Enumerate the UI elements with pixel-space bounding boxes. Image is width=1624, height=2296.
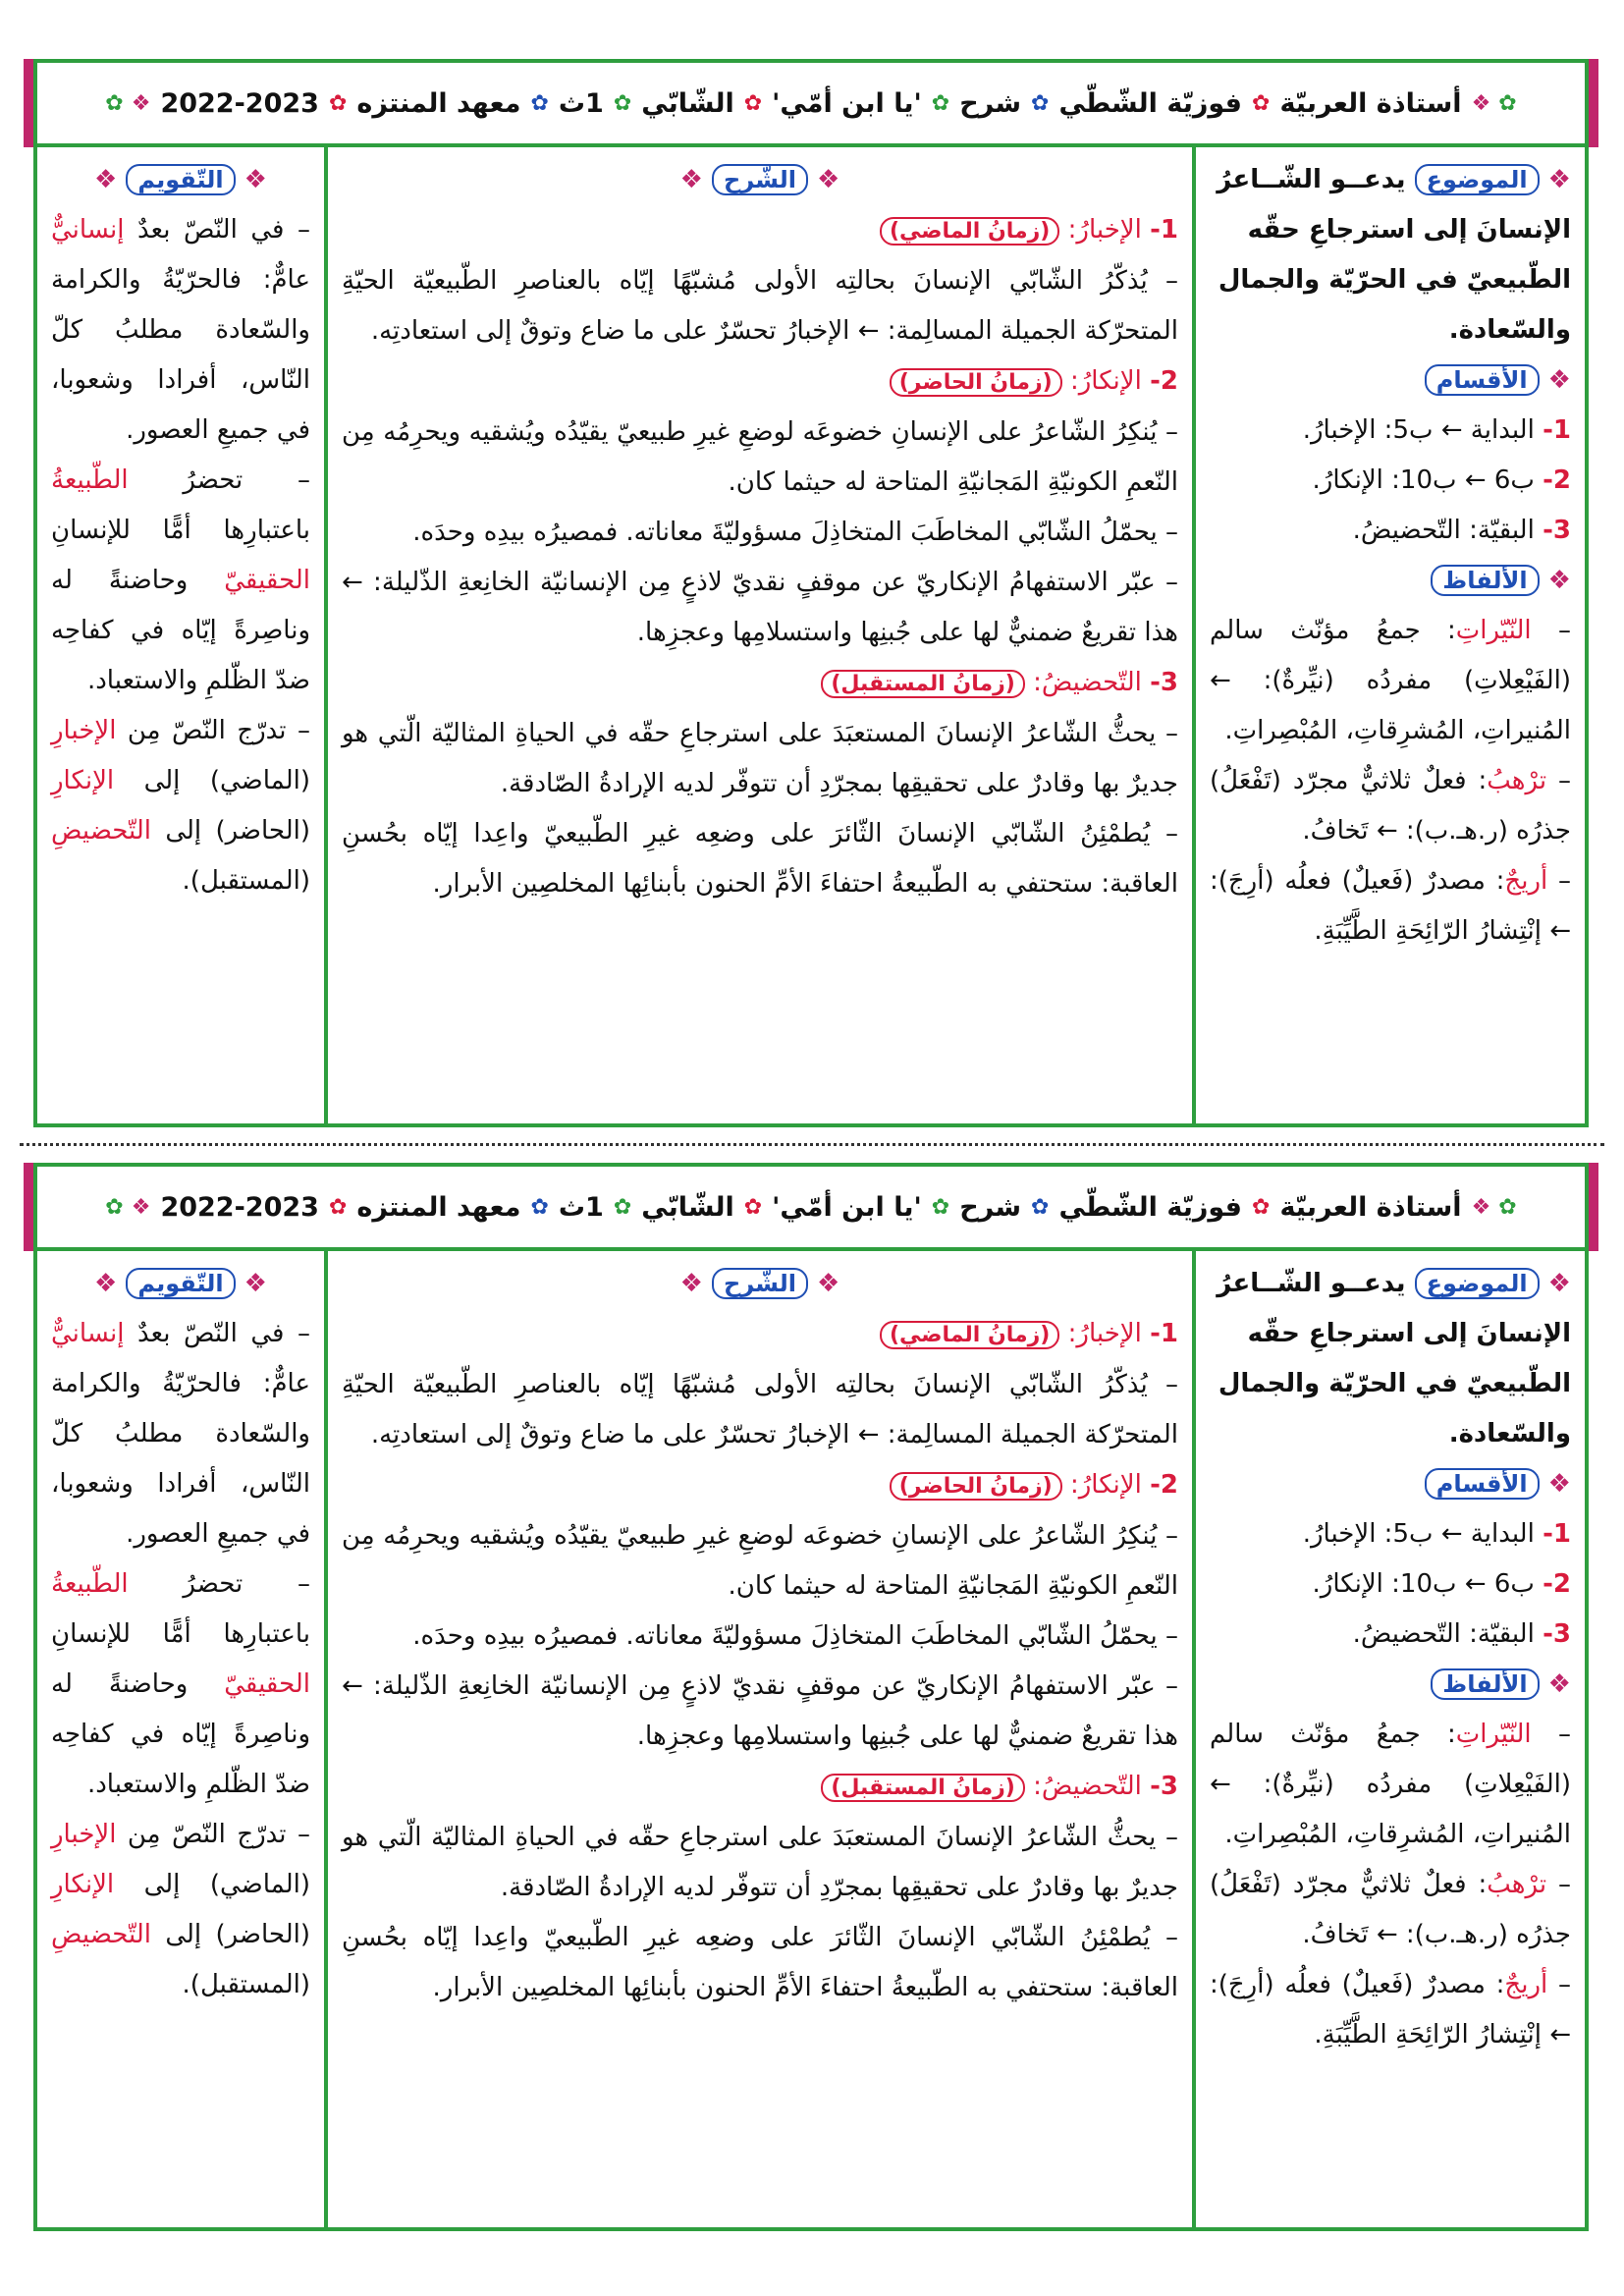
section-number: 2- <box>1150 366 1178 396</box>
part-text: البداية ← ب5: الإخبارُ. <box>1302 1519 1535 1549</box>
school-name: معهد المنتزه <box>356 1191 521 1223</box>
lesson-type: شرح <box>959 87 1021 119</box>
explanation-heading-row <box>342 1259 1178 1309</box>
flower-icon: ✿ <box>105 90 124 116</box>
explanation-heading: الشّرح <box>712 164 808 195</box>
part-number: 2- <box>1543 1569 1571 1599</box>
diamond-icon: ❖ <box>679 165 713 194</box>
section-heading <box>342 1762 1178 1813</box>
flower-icon: ✿ <box>1031 90 1050 116</box>
column-topic <box>1192 1251 1585 2231</box>
section-number: 3- <box>1150 1772 1178 1801</box>
part-item <box>1210 1559 1571 1610</box>
evaluation-paragraph: – في النّصّ بعدٌ إنسانيٌّ عامٌّ: فالحرّيّةُ والكرامة والسّعادة مطلبُ كلّ النّاس، أفرادا وشعوبا، في جميعِ العصور. <box>51 215 311 445</box>
paragraph-text: يُنكِرُ الشّاعرُ على الإنسانِ خضوعَه لوضعِ غيرِ طبيعيّ يقيّدُه ويُشقيه ويحرِمُه مِن النّعمِ الكونيّةِ المَجانيّةِ المتاحة له حيثما كان. <box>342 1521 1178 1601</box>
word-definition: : جمعُ مؤنّث سالم (الفَيْعِلاتِ) مفردُه (نيِّرةٌ): ← المُنيراتِ، المُشرِقاتِ، المُبْصِراتِ. <box>1210 616 1571 745</box>
word-item: – النّيّراتِ: جمعُ مؤنّث سالم (الفَيْعِلاتِ) مفردُه (نيِّرةٌ): ← المُنيراتِ، المُشرِقاتِ، المُبْصِراتِ. <box>1210 616 1571 745</box>
flower-icon: ✿ <box>613 1194 632 1220</box>
section-label: التّحضيضُ: <box>1033 668 1142 697</box>
level: 1ث <box>558 1191 604 1223</box>
teacher-name: فوزيّة الشّطّي <box>1058 87 1242 119</box>
evaluation-paragraph: – تدرّج النّصّ مِن الإخبارِ (الماضي) إلى الإنكارِ (الحاضر) إلى التّحضيضِ (المستقبل). <box>51 716 310 896</box>
explanation-paragraph: – يُذكّرُ الشّابّي الإنسانَ بحالتِه الأولى مُشبّهًا إيّاه بالعناصرِ الطّبيعيّة الحيّةِ المتحرّكة الجميلة المسالِمة: ← الإخبارُ تحسّرٌ على ما ضاع وتوقٌ إلى استعادتِه. <box>342 266 1179 346</box>
word-item: – أريجٌ: مصدرٌ (فَعيلٌ) فعلُه (أرِجَ): ← إنْتِشارُ الرّائِحَةِ الطَّيِّبَةِ. <box>1210 866 1571 946</box>
diamond-icon: ❖ <box>131 1194 151 1220</box>
poet-name: الشّابّي <box>641 1191 734 1223</box>
evaluation-heading: التّقويم <box>126 164 235 195</box>
columns <box>37 147 1585 1127</box>
paragraph-text: عبّر الاستفهامُ الإنكاريّ عن موقفٍ نقديّ لاذعٍ مِن الإنسانيّة الخانِعةِ الذّليلة: ← هذا تقريعٌ ضمنيٌّ لها على جُبنِها واستسلامِها وعجزِها. <box>342 568 1178 647</box>
evaluation-paragraph: – تحضرُ الطّبيعةُ باعتبارِها أمًّا للإنسانِ الحقيقيّ وحاضنةً له وناصِرةً إيّاه في كفاحِه ضدّ الظّلمِ والاستعباد. <box>51 465 310 695</box>
text-title: 'يا ابن أمّي' <box>772 1191 922 1223</box>
part-text: ب6 ← ب10: الإنكارُ. <box>1312 465 1535 495</box>
diamond-icon: ❖ <box>1539 1269 1571 1298</box>
evaluation-text: (الحاضر) إلى <box>151 816 310 846</box>
word-term: أريجٌ <box>1504 1970 1548 1999</box>
diamond-icon: ❖ <box>1539 365 1571 395</box>
evaluation-text: الإخبارِ <box>51 716 117 745</box>
word-term: أريجٌ <box>1504 866 1548 896</box>
lesson-type: شرح <box>959 1191 1021 1223</box>
topic-heading-row <box>1210 155 1571 355</box>
diamond-icon: ❖ <box>1539 566 1571 595</box>
evaluation-list <box>51 1309 310 2010</box>
evaluation-text: وحاضنةً له وناصِرةً إيّاه في كفاحِه ضدّ الظّلمِ والاستعباد. <box>51 1669 310 1799</box>
explanation-paragraph: – يُطمْئِنُ الشّابّي الإنسانَ الثّائرَ على وضعِه غيرِ الطّبيعيّ واعِدا إيّاه بحُسنِ العاقبة: ستحتفي به الطّبيعةُ احتفاءَ الأمِّ الحنون بأبنائِها المخلصِين الأبرار. <box>342 819 1178 899</box>
column-evaluation <box>37 1251 324 2231</box>
word-term: النّيّراتِ <box>1455 1720 1532 1749</box>
topic-text: يدعــو الشّــاعرُ الإنسانَ إلى استرجاعِ حقّه الطّبيعيّ في الحرّيّة والجمال والسّعادة. <box>1217 1269 1571 1449</box>
part-item <box>1210 406 1571 456</box>
school-name: معهد المنتزه <box>356 87 521 119</box>
flower-icon: ✿ <box>743 1194 763 1220</box>
evaluation-text: إنسانيٌّ <box>51 1319 125 1348</box>
diamond-icon: ❖ <box>1471 90 1491 116</box>
section-tense: (زمانُ الحاضر) <box>890 1472 1062 1501</box>
section-label: الإخبارُ: <box>1067 1319 1142 1348</box>
word-term: ترْهبُ <box>1487 766 1547 795</box>
words-heading-row <box>1210 556 1571 606</box>
paragraph-text: يحثُّ الشّاعرُ الإنسانَ المستعبَدَ على استرجاعِ حقّه في الحياةِ المثاليّة الّتي هو جديرٌ بها وقادرٌ على تحقيقِها بمجرّدِ أن تتوفّر لديه الإرادةُ الصّادقة. <box>342 719 1178 798</box>
level: 1ث <box>558 87 604 119</box>
section-label: الإخبارُ: <box>1067 215 1142 245</box>
evaluation-text: الطّبيعةُ <box>51 465 129 495</box>
section-label: التّحضيضُ: <box>1033 1772 1142 1801</box>
sheet-bottom <box>33 1163 1589 2231</box>
parts-list <box>1210 1509 1571 1660</box>
explanation-paragraph: – يحمّلُ الشّابّي المخاطَبَ المتخاذِلَ مسؤوليّةَ معاناته. فمصيرُه بيدِه وحدَه. <box>412 518 1178 547</box>
flower-icon: ✿ <box>530 90 549 116</box>
words-list <box>1210 1710 1571 2060</box>
evaluation-heading: التّقويم <box>126 1268 235 1299</box>
word-term: النّيّراتِ <box>1455 616 1532 645</box>
section-number: 2- <box>1150 1470 1178 1500</box>
parts-heading: الأقسام <box>1425 1468 1540 1500</box>
flower-icon: ✿ <box>328 1194 348 1220</box>
section-heading <box>342 1309 1178 1360</box>
evaluation-text: باعتبارِها أمًّا للإنسانِ <box>51 1619 310 1649</box>
parts-heading-row <box>1210 355 1571 406</box>
column-explanation <box>324 147 1192 1127</box>
diamond-icon: ❖ <box>1471 1194 1491 1220</box>
evaluation-text: تدرّج النّصّ مِن <box>116 716 287 745</box>
topic-heading-row <box>1210 1259 1571 1459</box>
flower-icon: ✿ <box>1252 90 1271 116</box>
evaluation-heading-row <box>51 1259 310 1309</box>
evaluation-text: (المستقبل). <box>182 1970 310 1999</box>
word-definition: : فعلٌ ثلاثيٌّ مجرّد (تَفْعَلُ) جذرُه (ر.هـ.ب): ← تَخافُ. <box>1210 766 1571 846</box>
columns <box>37 1251 1585 2231</box>
diamond-icon: ❖ <box>235 165 267 194</box>
poet-name: الشّابّي <box>641 87 734 119</box>
diamond-icon: ❖ <box>94 165 127 194</box>
section-heading <box>342 658 1178 709</box>
part-item <box>1210 506 1571 556</box>
parts-list <box>1210 406 1571 556</box>
diamond-icon: ❖ <box>131 90 151 116</box>
evaluation-text: في النّصّ بعدٌ <box>124 215 285 245</box>
flower-icon: ✿ <box>328 90 348 116</box>
section-number: 3- <box>1150 668 1178 697</box>
sheet-header <box>37 63 1585 147</box>
evaluation-text: الإنكارِ <box>51 766 115 795</box>
explanation-paragraph: – عبّر الاستفهامُ الإنكاريّ عن موقفٍ نقديّ لاذعٍ مِن الإنسانيّة الخانِعةِ الذّليلة: ← هذا تقريعٌ ضمنيٌّ لها على جُبنِها واستسلامِها وعجزِها. <box>342 568 1179 647</box>
column-explanation <box>324 1251 1192 2231</box>
teacher-name: فوزيّة الشّطّي <box>1058 1191 1242 1223</box>
evaluation-text: تحضرُ <box>128 1569 244 1599</box>
part-item <box>1210 456 1571 506</box>
flower-icon: ✿ <box>743 90 763 116</box>
section-label: الإنكارُ: <box>1069 366 1142 396</box>
part-text: البقيّة: التّحضيضُ. <box>1352 1619 1535 1649</box>
parts-heading-row <box>1210 1459 1571 1509</box>
sheet-header <box>37 1167 1585 1251</box>
column-evaluation <box>37 147 324 1127</box>
explanation-paragraph: – يُطمْئِنُ الشّابّي الإنسانَ الثّائرَ على وضعِه غيرِ الطّبيعيّ واعِدا إيّاه بحُسنِ العاقبة: ستحتفي به الطّبيعةُ احتفاءَ الأمِّ الحنون بأبنائِها المخلصِين الأبرار. <box>342 1923 1178 2002</box>
explanation-paragraph: – عبّر الاستفهامُ الإنكاريّ عن موقفٍ نقديّ لاذعٍ مِن الإنسانيّة الخانِعةِ الذّليلة: ← هذا تقريعٌ ضمنيٌّ لها على جُبنِها واستسلامِها وعجزِها. <box>342 1671 1179 1751</box>
part-number: 3- <box>1543 516 1571 545</box>
words-list <box>1210 606 1571 957</box>
part-number: 1- <box>1543 415 1571 445</box>
explanation-paragraph: – يحثُّ الشّاعرُ الإنسانَ المستعبَدَ على استرجاعِ حقّه في الحياةِ المثاليّة الّتي هو جديرٌ بها وقادرٌ على تحقيقِها بمجرّدِ أن تتوفّر لديه الإرادةُ الصّادقة. <box>342 1823 1178 1902</box>
diamond-icon: ❖ <box>807 1269 840 1298</box>
paragraph-text: يُطمْئِنُ الشّابّي الإنسانَ الثّائرَ على وضعِه غيرِ الطّبيعيّ واعِدا إيّاه بحُسنِ العاقبة: ستحتفي به الطّبيعةُ احتفاءَ الأمِّ الحنون بأبنائِها المخلصِين الأبرار. <box>342 819 1178 899</box>
paragraph-text: يُنكِرُ الشّاعرُ على الإنسانِ خضوعَه لوضعِ غيرِ طبيعيّ يقيّدُه ويُشقيه ويحرِمُه مِن النّعمِ الكونيّةِ المَجانيّةِ المتاحة له حيثما كان. <box>342 417 1178 497</box>
evaluation-text: عامٌّ: فالحرّيّةُ والكرامة والسّعادة مطلبُ كلّ النّاس، أفرادا وشعوبا، في جميعِ العصور. <box>51 265 310 445</box>
evaluation-paragraph: – في النّصّ بعدٌ إنسانيٌّ عامٌّ: فالحرّيّةُ والكرامة والسّعادة مطلبُ كلّ النّاس، أفرادا وشعوبا، في جميعِ العصور. <box>51 1319 311 1549</box>
word-item: – أريجٌ: مصدرٌ (فَعيلٌ) فعلُه (أرِجَ): ← إنْتِشارُ الرّائِحَةِ الطَّيِّبَةِ. <box>1210 1970 1571 2050</box>
part-text: ب6 ← ب10: الإنكارُ. <box>1312 1569 1535 1599</box>
topic-heading: الموضوع <box>1415 1268 1540 1299</box>
flower-icon: ✿ <box>613 90 632 116</box>
evaluation-text: تحضرُ <box>128 465 244 495</box>
teacher-label: أستاذة العربيّة <box>1279 1191 1462 1223</box>
paragraph-text: عبّر الاستفهامُ الإنكاريّ عن موقفٍ نقديّ لاذعٍ مِن الإنسانيّة الخانِعةِ الذّليلة: ← هذا تقريعٌ ضمنيٌّ لها على جُبنِها واستسلامِها وعجزِها. <box>342 1671 1178 1751</box>
explanation-paragraph: – يُذكّرُ الشّابّي الإنسانَ بحالتِه الأولى مُشبّهًا إيّاه بالعناصرِ الطّبيعيّة الحيّةِ المتحرّكة الجميلة المسالِمة: ← الإخبارُ تحسّرٌ على ما ضاع وتوقٌ إلى استعادتِه. <box>342 1370 1179 1449</box>
section-tense: (زمانُ المستقبل) <box>821 670 1024 698</box>
section-tense: (زمانُ المستقبل) <box>821 1774 1024 1802</box>
flower-icon: ✿ <box>1498 90 1517 116</box>
section-number: 1- <box>1150 1319 1178 1348</box>
paragraph-text: يحثُّ الشّاعرُ الإنسانَ المستعبَدَ على استرجاعِ حقّه في الحياةِ المثاليّة الّتي هو جديرٌ بها وقادرٌ على تحقيقِها بمجرّدِ أن تتوفّر لديه الإرادةُ الصّادقة. <box>342 1823 1178 1902</box>
section-heading <box>342 356 1178 408</box>
paragraph-text: يُطمْئِنُ الشّابّي الإنسانَ الثّائرَ على وضعِه غيرِ الطّبيعيّ واعِدا إيّاه بحُسنِ العاقبة: ستحتفي به الطّبيعةُ احتفاءَ الأمِّ الحنون بأبنائِها المخلصِين الأبرار. <box>342 1923 1178 2002</box>
evaluation-text: التّحضيضِ <box>51 816 152 846</box>
evaluation-text: الطّبيعةُ <box>51 1569 129 1599</box>
word-term: ترْهبُ <box>1487 1870 1547 1899</box>
explanation-paragraph: – يحثُّ الشّاعرُ الإنسانَ المستعبَدَ على استرجاعِ حقّه في الحياةِ المثاليّة الّتي هو جديرٌ بها وقادرٌ على تحقيقِها بمجرّدِ أن تتوفّر لديه الإرادةُ الصّادقة. <box>342 719 1178 798</box>
explanation-heading-row <box>342 155 1178 205</box>
section-tense: (زمانُ الماضي) <box>880 1321 1059 1349</box>
words-heading: الألفاظ <box>1431 1668 1539 1700</box>
words-heading: الألفاظ <box>1431 565 1539 596</box>
evaluation-text: الحقيقيّ <box>224 1669 310 1699</box>
column-topic <box>1192 147 1585 1127</box>
evaluation-text: تدرّج النّصّ مِن <box>116 1820 287 1849</box>
diamond-icon: ❖ <box>235 1269 267 1298</box>
school-year: 2022-2023 <box>160 1191 319 1223</box>
diamond-icon: ❖ <box>807 165 840 194</box>
flower-icon: ✿ <box>105 1194 124 1220</box>
evaluation-text: الإنكارِ <box>51 1870 115 1899</box>
evaluation-text: الحقيقيّ <box>224 566 310 595</box>
topic-heading: الموضوع <box>1415 164 1540 195</box>
part-item <box>1210 1610 1571 1660</box>
diamond-icon: ❖ <box>94 1269 127 1298</box>
paragraph-text: يحمّلُ الشّابّي المخاطَبَ المتخاذِلَ مسؤوليّةَ معاناته. فمصيرُه بيدِه وحدَه. <box>412 518 1158 547</box>
evaluation-text: باعتبارِها أمًّا للإنسانِ <box>51 516 310 545</box>
word-definition: : جمعُ مؤنّث سالم (الفَيْعِلاتِ) مفردُه (نيِّرةٌ): ← المُنيراتِ، المُشرِقاتِ، المُبْصِراتِ. <box>1210 1720 1571 1849</box>
evaluation-text: عامٌّ: فالحرّيّةُ والكرامة والسّعادة مطلبُ كلّ النّاس، أفرادا وشعوبا، في جميعِ العصور. <box>51 1369 310 1549</box>
evaluation-heading-row <box>51 155 310 205</box>
part-number: 3- <box>1543 1619 1571 1649</box>
section-tense: (زمانُ الحاضر) <box>890 368 1062 397</box>
flower-icon: ✿ <box>1252 1194 1271 1220</box>
flower-icon: ✿ <box>1031 1194 1050 1220</box>
teacher-label: أستاذة العربيّة <box>1279 87 1462 119</box>
section-heading <box>342 1460 1178 1511</box>
part-text: البقيّة: التّحضيضُ. <box>1352 516 1535 545</box>
part-number: 2- <box>1543 465 1571 495</box>
evaluation-text: (الماضي) إلى <box>114 1870 310 1899</box>
evaluation-text: (المستقبل). <box>182 866 310 896</box>
diamond-icon: ❖ <box>1539 1669 1571 1699</box>
school-year: 2022-2023 <box>160 87 319 119</box>
word-definition: : مصدرٌ (فَعيلٌ) فعلُه (أرِجَ): ← إنْتِشارُ الرّائِحَةِ الطَّيِّبَةِ. <box>1210 1970 1571 2050</box>
explanation-paragraph: – يُنكِرُ الشّاعرُ على الإنسانِ خضوعَه لوضعِ غيرِ طبيعيّ يقيّدُه ويُشقيه ويحرِمُه مِن النّعمِ الكونيّةِ المَجانيّةِ المتاحة له حيثما كان. <box>342 1521 1179 1601</box>
word-definition: : فعلٌ ثلاثيٌّ مجرّد (تَفْعَلُ) جذرُه (ر.هـ.ب): ← تَخافُ. <box>1210 1870 1571 1949</box>
evaluation-text: (الحاضر) إلى <box>151 1920 310 1949</box>
evaluation-text: الإخبارِ <box>51 1820 117 1849</box>
explanation-heading: الشّرح <box>712 1268 808 1299</box>
topic-text: يدعــو الشّــاعرُ الإنسانَ إلى استرجاعِ حقّه الطّبيعيّ في الحرّيّة والجمال والسّعادة. <box>1217 165 1571 345</box>
word-item: – ترْهبُ: فعلٌ ثلاثيٌّ مجرّد (تَفْعَلُ) جذرُه (ر.هـ.ب): ← تَخافُ. <box>1210 766 1572 846</box>
explanation-paragraph: – يُنكِرُ الشّاعرُ على الإنسانِ خضوعَه لوضعِ غيرِ طبيعيّ يقيّدُه ويُشقيه ويحرِمُه مِن النّعمِ الكونيّةِ المَجانيّةِ المتاحة له حيثما كان. <box>342 417 1179 497</box>
explanation-sections <box>342 205 1178 909</box>
word-item: – النّيّراتِ: جمعُ مؤنّث سالم (الفَيْعِلاتِ) مفردُه (نيِّرةٌ): ← المُنيراتِ، المُشرِقاتِ، المُبْصِراتِ. <box>1210 1720 1571 1849</box>
flower-icon: ✿ <box>1498 1194 1517 1220</box>
section-tense: (زمانُ الماضي) <box>880 217 1059 246</box>
word-item: – ترْهبُ: فعلٌ ثلاثيٌّ مجرّد (تَفْعَلُ) جذرُه (ر.هـ.ب): ← تَخافُ. <box>1210 1870 1572 1949</box>
evaluation-text: في النّصّ بعدٌ <box>124 1319 285 1348</box>
cut-line <box>20 1143 1604 1146</box>
part-text: البداية ← ب5: الإخبارُ. <box>1302 415 1535 445</box>
paragraph-text: يُذكّرُ الشّابّي الإنسانَ بحالتِه الأولى مُشبّهًا إيّاه بالعناصرِ الطّبيعيّة الحيّةِ المتحرّكة الجميلة المسالِمة: ← الإخبارُ تحسّرٌ على ما ضاع وتوقٌ إلى استعادتِه. <box>342 266 1178 346</box>
explanation-paragraph: – يحمّلُ الشّابّي المخاطَبَ المتخاذِلَ مسؤوليّةَ معاناته. فمصيرُه بيدِه وحدَه. <box>412 1621 1178 1651</box>
parts-heading: الأقسام <box>1425 364 1540 396</box>
part-item <box>1210 1509 1571 1559</box>
diamond-icon: ❖ <box>679 1269 713 1298</box>
evaluation-paragraph: – تحضرُ الطّبيعةُ باعتبارِها أمًّا للإنسانِ الحقيقيّ وحاضنةً له وناصِرةً إيّاه في كفاحِه ضدّ الظّلمِ والاستعباد. <box>51 1569 310 1799</box>
paragraph-text: يُذكّرُ الشّابّي الإنسانَ بحالتِه الأولى مُشبّهًا إيّاه بالعناصرِ الطّبيعيّة الحيّةِ المتحرّكة الجميلة المسالِمة: ← الإخبارُ تحسّرٌ على ما ضاع وتوقٌ إلى استعادتِه. <box>342 1370 1178 1449</box>
word-definition: : مصدرٌ (فَعيلٌ) فعلُه (أرِجَ): ← إنْتِشارُ الرّائِحَةِ الطَّيِّبَةِ. <box>1210 866 1571 946</box>
diamond-icon: ❖ <box>1539 1469 1571 1499</box>
evaluation-text: إنسانيٌّ <box>51 215 125 245</box>
evaluation-list <box>51 205 310 906</box>
words-heading-row <box>1210 1660 1571 1710</box>
text-title: 'يا ابن أمّي' <box>772 87 922 119</box>
diamond-icon: ❖ <box>1539 165 1571 194</box>
section-number: 1- <box>1150 215 1178 245</box>
part-number: 1- <box>1543 1519 1571 1549</box>
section-heading <box>342 205 1178 256</box>
evaluation-text: التّحضيضِ <box>51 1920 152 1949</box>
flower-icon: ✿ <box>931 90 950 116</box>
flower-icon: ✿ <box>931 1194 950 1220</box>
evaluation-text: وحاضنةً له وناصِرةً إيّاه في كفاحِه ضدّ الظّلمِ والاستعباد. <box>51 566 310 695</box>
sheet-top <box>33 59 1589 1127</box>
evaluation-text: (الماضي) إلى <box>114 766 310 795</box>
explanation-sections <box>342 1309 1178 2013</box>
paragraph-text: يحمّلُ الشّابّي المخاطَبَ المتخاذِلَ مسؤوليّةَ معاناته. فمصيرُه بيدِه وحدَه. <box>412 1621 1158 1651</box>
evaluation-paragraph: – تدرّج النّصّ مِن الإخبارِ (الماضي) إلى الإنكارِ (الحاضر) إلى التّحضيضِ (المستقبل). <box>51 1820 310 1999</box>
section-label: الإنكارُ: <box>1069 1470 1142 1500</box>
flower-icon: ✿ <box>530 1194 549 1220</box>
